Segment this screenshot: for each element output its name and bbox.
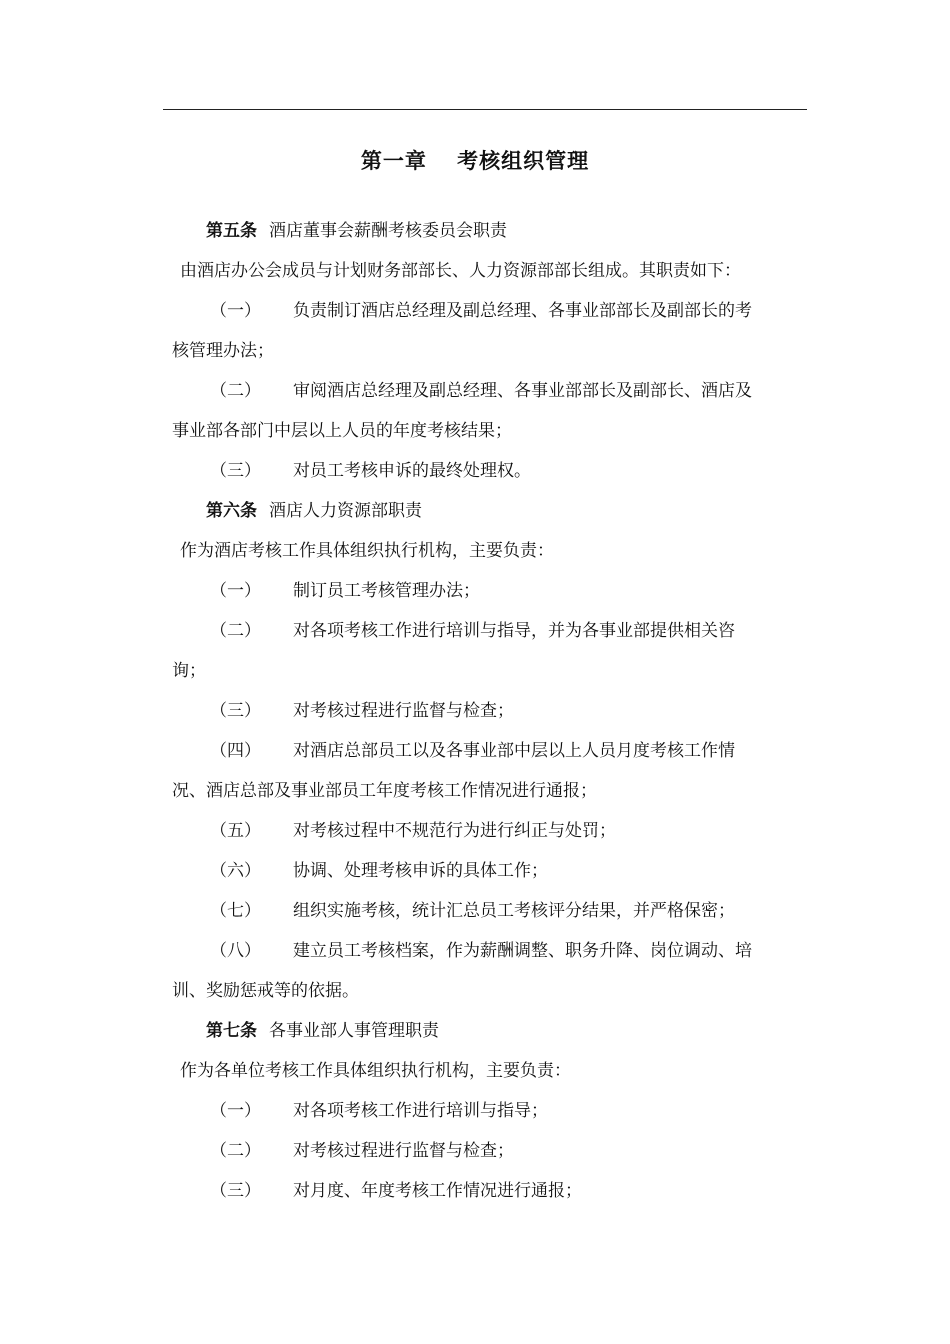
item-text: 对酒店总部员工以及各事业部中层以上人员月度考核工作情 — [293, 741, 735, 761]
article-number: 第七条 — [206, 1021, 257, 1041]
item-number: （八） — [210, 941, 261, 961]
item-number: （三） — [210, 701, 261, 721]
item-text: 组织实施考核，统计汇总员工考核评分结果，并严格保密； — [293, 901, 735, 921]
item-text-continued: 事业部各部门中层以上人员的年度考核结果； — [172, 421, 512, 441]
article-6-intro: 作为酒店考核工作具体组织执行机构，主要负责： — [180, 541, 554, 561]
item-text: 制订员工考核管理办法； — [293, 581, 480, 601]
article-title: 酒店董事会薪酬考核委员会职责 — [269, 221, 507, 241]
item-text: 对各项考核工作进行培训与指导，并为各事业部提供相关咨 — [293, 621, 735, 641]
item-number: （四） — [210, 741, 261, 761]
item-text-continued: 训、奖励惩戒等的依据。 — [172, 981, 359, 1001]
item-text: 对考核过程中不规范行为进行纠正与处罚； — [293, 821, 616, 841]
item-text: 对各项考核工作进行培训与指导； — [293, 1101, 548, 1121]
item-number: （六） — [210, 861, 261, 881]
article-5-intro: 由酒店办公会成员与计划财务部部长、人力资源部部长组成。其职责如下： — [180, 261, 741, 281]
article-title: 酒店人力资源部职责 — [269, 501, 422, 521]
item-text-continued: 况、酒店总部及事业部员工年度考核工作情况进行通报； — [172, 781, 597, 801]
header-rule — [163, 109, 807, 110]
item-text: 协调、处理考核申诉的具体工作； — [293, 861, 548, 881]
item-number: （三） — [210, 1181, 261, 1201]
item-number: （一） — [210, 581, 261, 601]
item-number: （二） — [210, 381, 261, 401]
article-5-heading — [206, 220, 507, 242]
item-number: （一） — [210, 301, 261, 321]
item-text: 对考核过程进行监督与检查； — [293, 1141, 514, 1161]
item-text: 对员工考核申诉的最终处理权。 — [293, 461, 531, 481]
article-7-heading — [206, 1020, 439, 1042]
item-text: 负责制订酒店总经理及副总经理、各事业部部长及副部长的考 — [293, 301, 752, 321]
item-text: 对月度、年度考核工作情况进行通报； — [293, 1181, 582, 1201]
chapter-title: 第一章 考核组织管理 — [360, 149, 590, 173]
item-text: 审阅酒店总经理及副总经理、各事业部部长及副部长、酒店及 — [293, 381, 752, 401]
item-text-continued: 询； — [172, 661, 206, 681]
article-7-intro: 作为各单位考核工作具体组织执行机构，主要负责： — [180, 1061, 571, 1081]
item-number: （七） — [210, 901, 261, 921]
item-number: （一） — [210, 1101, 261, 1121]
item-number: （五） — [210, 821, 261, 841]
item-number: （二） — [210, 621, 261, 641]
item-text-continued: 核管理办法； — [172, 341, 274, 361]
item-text: 建立员工考核档案，作为薪酬调整、职务升降、岗位调动、培 — [293, 941, 752, 961]
article-number: 第六条 — [206, 501, 257, 521]
article-title: 各事业部人事管理职责 — [269, 1021, 439, 1041]
article-number: 第五条 — [206, 221, 257, 241]
item-number: （三） — [210, 461, 261, 481]
item-text: 对考核过程进行监督与检查； — [293, 701, 514, 721]
item-number: （二） — [210, 1141, 261, 1161]
article-6-heading — [206, 500, 422, 522]
